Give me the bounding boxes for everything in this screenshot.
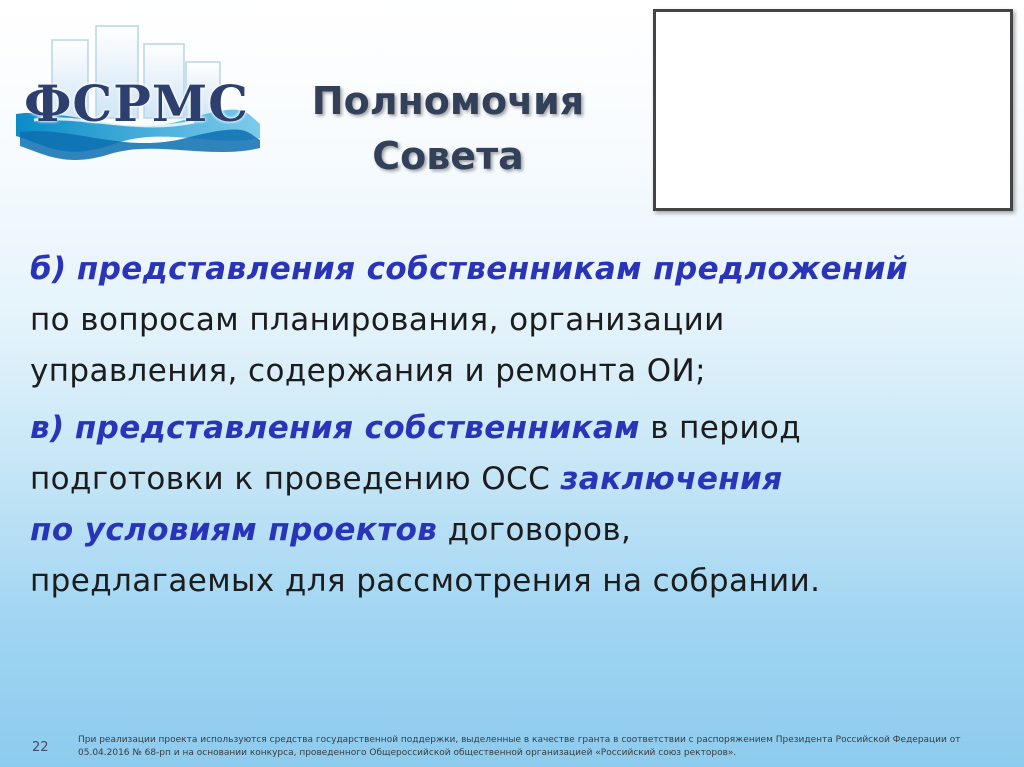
grant-footnote: [78, 734, 978, 760]
paragraph-v-accent-2: заключения: [560, 461, 783, 497]
paragraph-b-line-1: [30, 244, 990, 295]
photo-placeholder-frame: [653, 9, 1013, 211]
paragraph-v-text-2: подготовки к проведению ОСС: [30, 461, 561, 497]
paragraph-b: [30, 244, 990, 397]
paragraph-b-marker: б): [30, 251, 67, 287]
page-title: [262, 74, 634, 184]
title-line-2: Совета: [372, 134, 524, 178]
paragraph-v-marker: в): [30, 410, 65, 446]
fsrms-logo: [14, 14, 262, 164]
paragraph-v-line-3: [30, 505, 990, 556]
paragraph-v-line-1: [30, 403, 990, 454]
paragraph-v: [30, 403, 990, 607]
paragraph-b-line-3: управления, содержания и ремонта ОИ;: [30, 353, 706, 389]
title-line-1: Полномочия: [311, 79, 585, 123]
paragraph-v-line-4: предлагаемых для рассмотрения на собрании.: [30, 563, 821, 599]
slide-body: [30, 244, 990, 613]
paragraph-v-accent-1: представления собственникам: [74, 410, 640, 446]
paragraph-v-text-1: в период: [639, 410, 802, 446]
paragraph-b-accent: представления собственникам предложений: [76, 251, 908, 287]
logo-text: ФСРМС: [24, 74, 249, 133]
slide-number: 22: [32, 740, 49, 755]
paragraph-v-accent-3: по условиям проектов: [30, 512, 438, 548]
paragraph-v-line-2: [30, 454, 990, 505]
grant-footnote-line-1: При реализации проекта используются средства государственной поддержки, выделенные в качестве гранта в соответствии с распоряжением Президента Российской Федерации от: [78, 735, 961, 745]
grant-footnote-line-2: 05.04.2016 № 68-рп и на основании конкурса, проведенного Общероссийской общественной организацией «Российский союз ректоров».: [78, 748, 737, 758]
paragraph-b-line-2: по вопросам планирования, организации: [30, 302, 725, 338]
paragraph-v-text-3: договоров,: [437, 512, 632, 548]
